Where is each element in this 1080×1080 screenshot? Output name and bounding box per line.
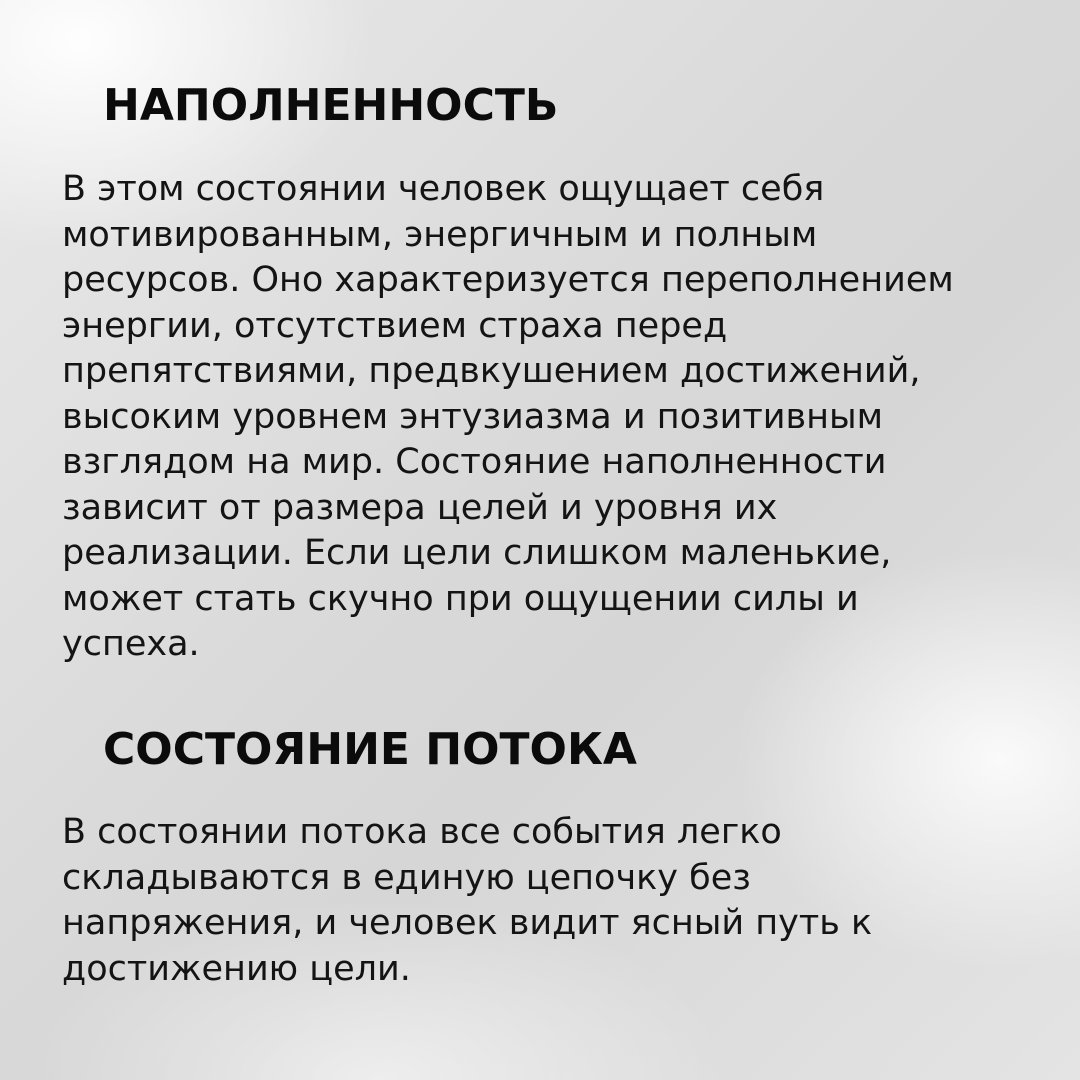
paragraph-line: ресурсов. Оно характеризуется переполнением [62, 260, 954, 300]
section-title-flow: СОСТОЯНИЕ ПОТОКА [103, 724, 637, 775]
paragraph-line: может стать скучно при ощущении силы и [62, 578, 859, 619]
section-title-fullness: НАПОЛНЕННОСТЬ [103, 80, 559, 131]
paragraph-line: мотивированным, энергичным и полным [62, 214, 818, 255]
paragraph-line: зависит от размера целей и уровня их [62, 487, 778, 528]
paragraph-line: препятствиями, предвкушением достижений, [62, 351, 921, 391]
paragraph-line: высоким уровнем энтузиазма и позитивным [62, 396, 884, 437]
section-body-fullness [62, 167, 1052, 668]
paragraph-line: достижению цели. [62, 948, 411, 989]
paragraph-line: складываются в единую цепочку без [62, 857, 751, 898]
paragraph-line: реализации. Если цели слишком маленькие, [62, 533, 892, 573]
section-body-flow [62, 810, 1052, 992]
paragraph-line: В этом состоянии человек ощущает себя [62, 169, 825, 209]
paragraph-line: напряжения, и человек видит ясный путь к [62, 903, 873, 943]
paragraph-line: энергии, отсутствием страха перед [62, 305, 728, 346]
paragraph-line: успеха. [62, 624, 200, 664]
paragraph-line: В состоянии потока все события легко [62, 812, 782, 852]
paragraph-line: взглядом на мир. Состояние наполненности [62, 442, 887, 482]
